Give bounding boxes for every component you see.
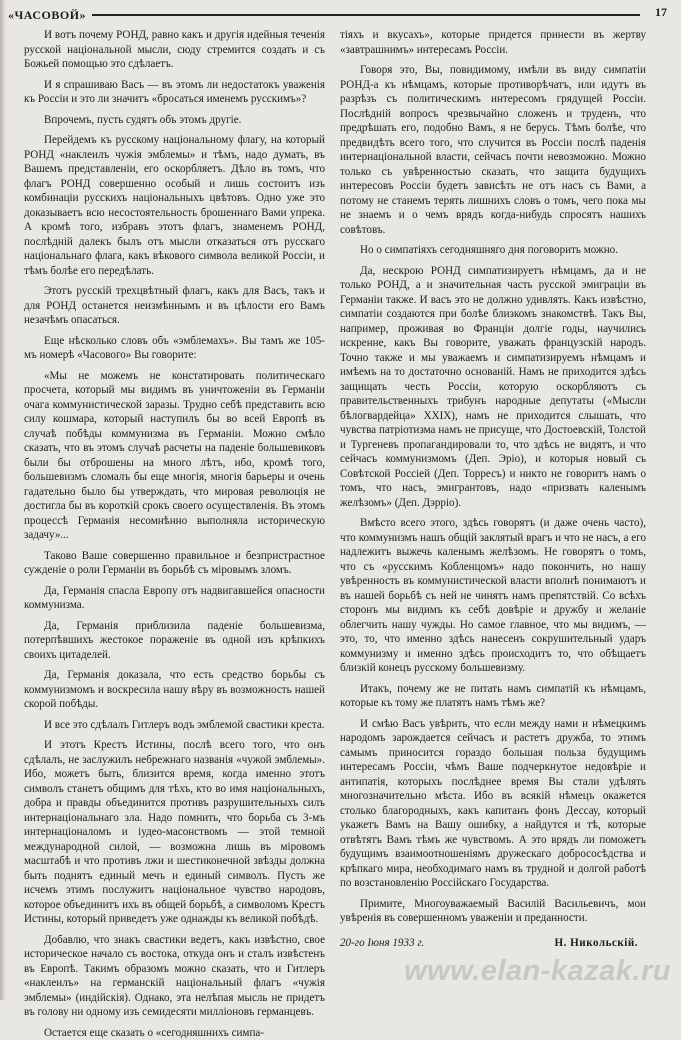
article-paragraph: Добавлю, что знакъ свастики ведетъ, какъ извѣстно, свое историческое начало съ востока, откуда онъ и сталъ извѣстенъ въ Европѣ. Такимъ образомъ можно сказать, что и Гитлеръ «наклеилъ» на германскій національный флагъ «чужія эмблемы» (индійскія). Однако, эта нелѣпая мысль не придетъ въ голову ни одному изъ семидесяти милліоновъ германцевъ.	[24, 933, 325, 1020]
article-paragraph: И этотъ Крестъ Истины, послѣ всего того, что онъ сдѣлалъ, не заслужилъ небрежнаго названія «чужой эмблемы». Ибо, можетъ быть, близится время, когда именно этотъ символъ станетъ общимъ для тѣхъ, кто во имя національныхъ, добра и правды объединится противъ разрушительныхъ силъ интернаціональнаго зла. Надо помнить, что борьба съ 3-мъ интернаціоналомъ и іудео-масонствомъ — этой темной международной силой, — возможна лишь въ міровомъ масштабѣ и что противъ лжи и шестиконечной звѣзды должна быть поднятъ единый мечъ и единый символъ. Пусть же исчемъ этимъ послужитъ національное чувство народовъ, которое объединитъ ихъ въ общей борьбѣ, а символомъ Крестъ Истины, который приведетъ уже однажды къ великой побѣдѣ.	[24, 738, 325, 927]
article-paragraph: Таково Ваше совершенно правильное и безпристрастное сужденіе о роли Германіи въ борьбѣ съ міровымъ зломъ.	[24, 549, 325, 578]
article-paragraph: Да, Германія приблизила паденіе большевизма, потерпѣвшихъ жестокое пораженіе въ одной изъ крѣпкихъ своихъ цитаделей.	[24, 619, 325, 663]
article-paragraph: Перейдемъ къ русскому національному флагу, на который РОНД «наклеилъ чужія эмблемы» и тѣмъ, надо думать, въ Вашемъ представленіи, его оскорбляетъ. Дѣло въ томъ, что флагъ РОНД совершенно особый и лишь состоитъ изъ комбинаціи русскихъ національныхъ цвѣтовъ. Одно уже это доказываетъ всю несостоятельность брошеннаго Вами упрека. А кромѣ того, избравъ этотъ флагъ, знаменемъ РОНД, послѣдній далекъ былъ отъ мысли отказаться отъ русскаго національнаго флага, какъ вѣкового символа великой Россіи, и тѣмъ болѣе его передѣлать.	[24, 133, 325, 278]
article-paragraph: И я спрашиваю Васъ — въ этомъ ли недостатокъ уваженія къ Россіи и это ли значитъ «бросаться именемъ русскимъ»?	[24, 78, 325, 107]
article-paragraph: И смѣю Васъ увѣрить, что если между нами и нѣмецкимъ народомъ зарождается сейчасъ и растетъ дружба, то этимъ самымъ приносится гораздо большая польза будущимъ интересамъ Россіи, чѣмъ Ваше подчеркнутое недовѣріе и антипатія, которыхъ послѣднее время Вы стали удѣлять многозначительно мѣста. Ибо въ всякій нѣмецъ окажется столько благородныхъ, какъ капитанъ фонъ Дессау, который укажетъ Вамъ на Вашу ошибку, а найдутся и тѣ, которые отвѣтятъ Вамъ тѣмъ же чувствомъ. А это врядъ ли поможетъ будущимъ взаимоотношеніямъ дружескаго добрососѣдства и крѣпкаго мира, необходимаго намъ въ трудной и долгой работѣ по возстановленію Россійскаго Государства.	[340, 717, 646, 891]
header-rule	[92, 14, 640, 16]
closing-paragraph: Примите, Многоуважаемый Василій Васильевичъ, мои увѣренія въ совершенномъ уваженіи и преданности.	[340, 897, 646, 926]
article-paragraph: Говоря это, Вы, повидимому, имѣли въ виду симпатіи РОНД-а къ нѣмцамъ, которые противорѣчатъ, или идутъ въ разрѣзъ съ политическимъ интересомъ грядущей Россіи. Послѣдній вопросъ чрезвычайно сложенъ и труденъ, что предрѣшать его, подобно Вамъ, я не берусь. Тѣмъ болѣе, что предвидѣть всего того, что случится въ Россіи послѣ паденія интернаціональной власти, сейчасъ почти невозможно. Можно только съ увѣренностью сказать, что защита будущихъ интересовъ Россіи будетъ зависѣть не отъ насъ съ Вами, а потому не станемъ терять лишнихъ словъ о томъ, чего пока мы не знаемъ и о чемъ врядъ когда-нибудь спросятъ нашихъ совѣтовъ.	[340, 63, 646, 237]
article-paragraph: «Мы не можемъ не констатировать политическаго просчета, который мы видимъ въ уничтоженіи въ Германіи очага коммунистической заразы. Трудно себѣ представить всю силу кошмара, который наступилъ бы во всей Европѣ въ случаѣ побѣды коммунизма въ Германіи. Можно смѣло сказать, что въ этомъ случаѣ расчеты на паденіе большевиковъ были бы отброшены на много лѣтъ, ибо, кромѣ того, большевизмъ сломалъ бы еще многія, многія барьеры и очень гадательно было бы утверждать, что мировая революція не достигла бы въ короткій срокъ своего осуществленія. Въ этомъ процессѣ Германія несомнѣнно выполняла историческую задачу»...	[24, 369, 325, 543]
page-spine-shadow	[0, 0, 6, 1000]
article-paragraph: Да, Германія доказала, что есть средство борьбы съ коммунизмомъ и воскресила нашу вѣру въ возможность нашей скорой побѣды.	[24, 668, 325, 712]
article-paragraph: Вмѣсто всего этого, здѣсь говорятъ (и даже очень часто), что коммунизмъ нашъ общій заклятый врагъ и что не насъ, а его надлежитъ выжечь каленымъ желѣзомъ. Не говорятъ о томъ, что съ «русскимъ Кобленцомъ» надо покончить, но нашу увѣренность въ коммунистической власти вполнѣ понимаютъ и въ нашей борьбѣ съ ней не чинятъ намъ препятствій. Со всѣхъ сторонъ мы видимъ къ себѣ довѣріе и дружбу и желаніе облегчить нашу чужды. Но самое главное, что мы видимъ, — это, то, что именно здѣсь нанесенъ сокрушительный ударъ коммунизму и именно здѣсь происходитъ то, что обѣщаетъ близкій конецъ русскому большевизму.	[340, 516, 646, 676]
article-paragraph: Итакъ, почему же не питать намъ симпатій къ нѣмцамъ, которые къ тому же платятъ намъ тѣмъ же?	[340, 682, 646, 711]
article-paragraph: Остается еще сказать о «сегодняшнихъ симпа-	[24, 1026, 325, 1040]
author-signature: Н. Никольскій.	[555, 936, 639, 951]
article-paragraph: Да, нескрою РОНД симпатизируетъ нѣмцамъ, да и не только РОНД, а и значительная часть русской эмиграціи въ Германіи также. И васъ это не должно удивлять. Какъ извѣстно, симпатіи создаются при болѣе близкомъ знакомствѣ. Такъ Вы, например, проживая во Франціи долгіе годы, научились искренне, какъ Вы говорите, уважать французскій народъ. Точно также и мы уважаемъ и симпатизируемъ нѣмцамъ и имѣемъ на то достаточно основаній. Намъ не приходится здѣсь защищать честь Россіи, которую оскорбляютъ съ правительственныхъ трибунъ народные депутаты («Мысли бѣлогвардейца» XXIX), намъ не приходится слышать, что чувства патріотизма намъ не присуще, что Достоевскій, Толстой и Тургеневъ пропагандировали то, что здѣсь не видятъ, и что сейчасъ коммунизмомъ (Деп. Эріо), и которыя новый съ Совѣтской Россіей (Деп. Торресъ) и никто не говоритъ намъ о томъ, что насъ, эмигрантовъ, надо «призвать каленымъ желѣзомъ» (Деп. Дэрріо).	[340, 264, 646, 511]
page-number: 17	[655, 5, 667, 20]
article-paragraph: И все это сдѣлалъ Гитлеръ водъ эмблемой свастики креста.	[24, 718, 325, 733]
right-column	[340, 28, 646, 956]
letter-date: 20-го Іюня 1933 г.	[340, 936, 424, 951]
right-column-paragraphs	[340, 28, 646, 891]
article-paragraph: Да, Германія спасла Европу отъ надвигавшейся опасности коммунизма.	[24, 584, 325, 613]
article-paragraph: Этотъ русскій трехцвѣтный флагъ, какъ для Васъ, такъ и для РОНД останется неизмѣннымъ и въ цѣлости его Вамъ незачѣмъ опасаться.	[24, 284, 325, 328]
article-paragraph: Еще нѣсколько словъ объ «эмблемахъ». Вы тамъ же 105-мъ номерѣ «Часового» Вы говорите:	[24, 334, 325, 363]
article-paragraph: И вотъ почему РОНД, равно какъ и другія идейныя теченія русской національной мысли, сюду стремится создать и съ Божьей помощью это сдѣлаетъ.	[24, 28, 325, 72]
signature-row	[340, 936, 646, 956]
site-watermark: www.elan-kazak.ru	[404, 955, 671, 988]
publication-name: «ЧАСОВОЙ»	[8, 8, 86, 23]
article-paragraph: Но о симпатіяхъ сегодняшняго дня поговорить можно.	[340, 243, 646, 258]
article-paragraph: тіяхъ и вкусахъ», которые придется принести въ жертву «завтрашнимъ» интересамъ Россіи.	[340, 28, 646, 57]
article-paragraph: Впрочемъ, пусть судятъ объ этомъ другіе.	[24, 113, 325, 128]
left-column	[24, 28, 325, 1040]
